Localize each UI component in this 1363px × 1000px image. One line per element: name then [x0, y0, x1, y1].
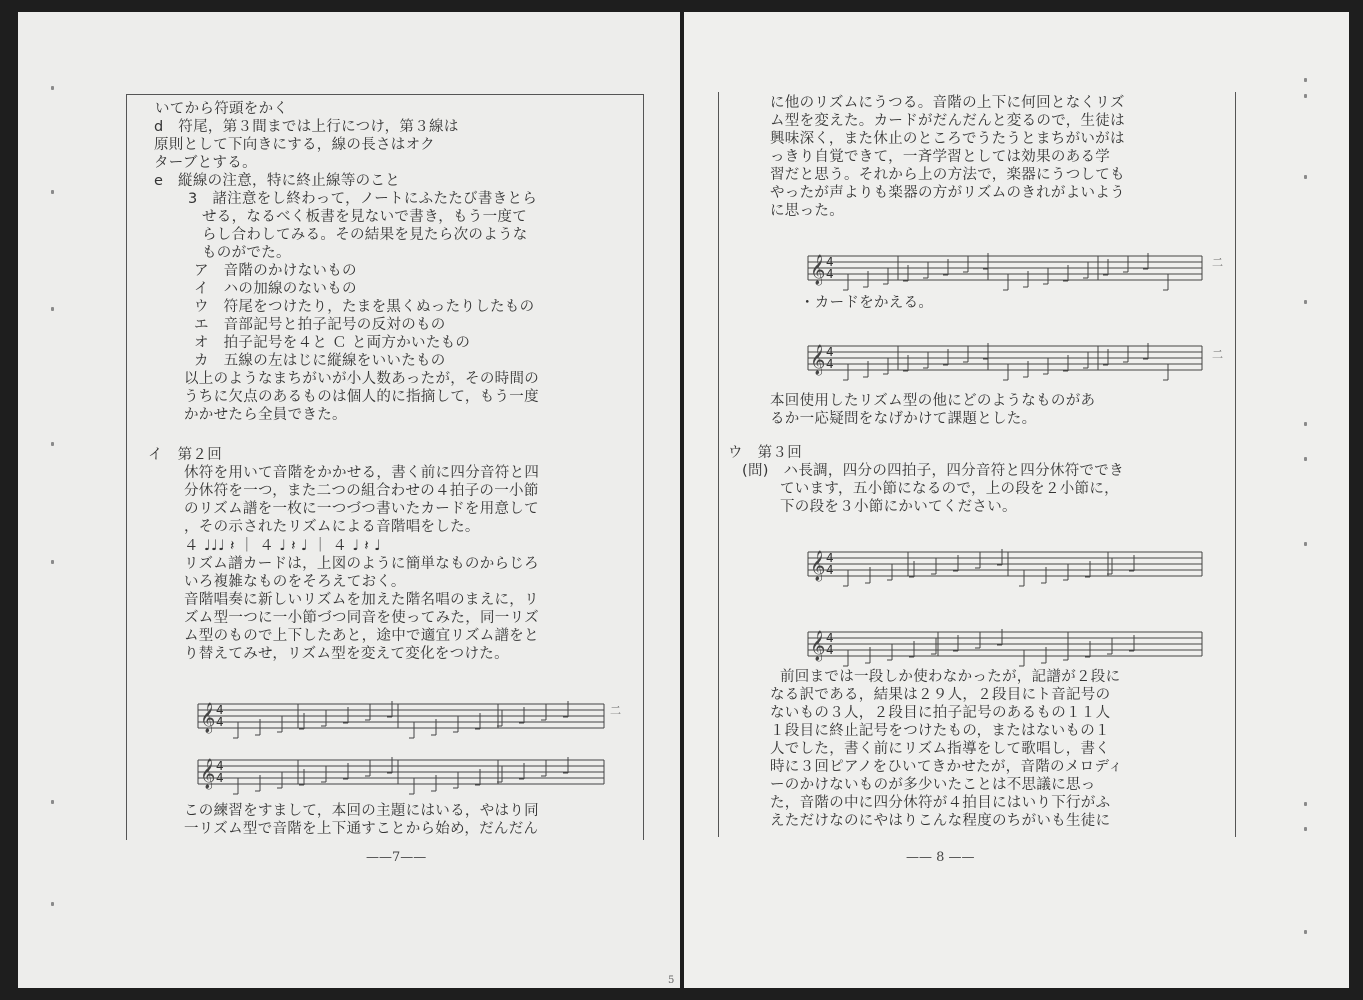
time-signature: 4	[826, 631, 834, 645]
text-line: エ 音部記号と拍子記号の反対のもの	[194, 317, 446, 333]
binding-hole	[51, 560, 54, 564]
text-line: 以上のようなまちがいが小人数あったが，その時間の	[184, 371, 540, 387]
right-page	[684, 12, 1349, 988]
text-line: (問) ハ長調，四分の四拍子，四分音符と四分休符ででき	[742, 463, 1124, 479]
treble-clef-icon: 𝄞	[200, 759, 216, 789]
text-line: ウ 第３回	[728, 445, 802, 461]
text-line: 音階唱奏に新しいリズムを加えた階名唱のまえに，リ	[184, 592, 539, 608]
text-line: 時に３回ピアノをひいてきかせたが，音階のメロディ	[770, 759, 1123, 775]
text-line: 分休符を一つ，また二つの組合わせの４拍子の一小節	[184, 483, 539, 499]
text-line: 一リズム型で音階を上下通すことから始め，だんだん	[184, 821, 539, 837]
text-line: 下の段を３小節にかいてください。	[780, 499, 1017, 515]
text-line: なる訳である，結果は２９人，２段目にト音記号の	[770, 687, 1111, 703]
text-line: 本回使用したリズム型の他にどのようなものがあ	[770, 393, 1096, 409]
page-number: ——7——	[366, 850, 427, 865]
binding-hole	[1304, 827, 1307, 831]
text-line: に他のリズムにうつる。音階の上下に何回となくリズ	[770, 95, 1125, 111]
text-line: いろ複雑なものをそろえておく。	[184, 574, 406, 590]
binding-hole	[1304, 94, 1307, 98]
binding-hole	[1304, 930, 1307, 934]
text-line: ・カードをかえる。	[800, 295, 934, 311]
binding-hole	[51, 86, 54, 90]
text-line: らし合わしてみる。その結果を見たら次のような	[202, 227, 528, 243]
time-signature: 4	[826, 643, 834, 657]
binding-hole	[51, 902, 54, 906]
text-line: 習だと思う。それから上の方法で，楽器にうつしても	[770, 167, 1125, 183]
time-signature: 4	[216, 759, 224, 773]
page-number: —— 8 ——	[906, 850, 975, 865]
text-line: カ 五線の左はじに縦線をいいたもの	[194, 353, 446, 369]
text-line: ズム型一つに一小節づつ同音を使ってみた，同一リズ	[184, 610, 539, 626]
text-line: 休符を用いて音階をかかせる，書く前に四分音符と四	[184, 465, 540, 481]
text-line: た，音階の中に四分休符が４拍目にはいり下行がふ	[770, 795, 1111, 811]
text-line: １段目に終止記号をつけたもの，またはないもの１	[770, 723, 1110, 739]
text-line: d 符尾，第３間までは上行につけ，第３線は	[154, 119, 459, 135]
text-line: イ ハの加線のないもの	[194, 281, 357, 297]
treble-clef-icon: 𝄞	[810, 345, 826, 375]
binding-hole	[51, 800, 54, 804]
score-end-mark: ㆓	[1212, 348, 1223, 361]
text-line: ４ ♩♩♩ 𝄽 ｜ ４ ♩ 𝄽 ♩ ｜ ４ ♩ 𝄽 ♩	[184, 538, 382, 554]
text-line: ています，五小節になるので，上の段を２小節に，	[780, 481, 1119, 497]
time-signature: 4	[216, 771, 224, 785]
treble-clef-icon: 𝄞	[810, 631, 826, 661]
text-line: e 縦線の注意，特に終止線等のこと	[154, 173, 401, 189]
text-line: この練習をすまして，本回の主題にはいる，やはり同	[184, 803, 539, 819]
text-line: り替えてみせ，リズム型を変えて変化をつけた。	[184, 646, 509, 662]
time-signature: 4	[826, 357, 834, 371]
sheet-number: 5	[668, 975, 675, 986]
text-line: っきり自覚できて，一斉学習としては効果のある学	[770, 149, 1111, 165]
binding-hole	[1304, 78, 1307, 82]
time-signature: 4	[826, 345, 834, 359]
text-line: えただけなのにやはりこんな程度のちがいも生徒に	[770, 813, 1111, 829]
text-line: 原則として下向きにする，線の長さはオク	[154, 137, 435, 153]
text-line: のリズム譜を一枚に一つづつ書いたカードを用意して	[184, 501, 539, 517]
music-staff-pair	[808, 536, 1228, 676]
text-line: 前回までは一段しか使わなかったが，記譜が２段に	[780, 669, 1121, 685]
score-end-mark: ㆓	[610, 704, 621, 717]
binding-hole	[1304, 175, 1307, 179]
text-line: ア 音階のかけないもの	[194, 263, 357, 279]
text-line: 興味深く，また休止のところでうたうとまちがいがは	[770, 131, 1125, 147]
time-signature: 4	[216, 715, 224, 729]
binding-hole	[1304, 457, 1307, 461]
text-line: に思った。	[770, 203, 844, 219]
time-signature: 4	[826, 563, 834, 577]
text-line: 人でした，書く前にリズム指導をして歌唱し，書く	[770, 741, 1111, 757]
text-line: リズム譜カードは，上図のように簡単なものからじろ	[184, 556, 539, 572]
treble-clef-icon: 𝄞	[200, 703, 216, 733]
text-line: ，その示されたリズムによる音階唱をした。	[184, 519, 480, 535]
binding-hole	[51, 307, 54, 311]
binding-hole	[1304, 300, 1307, 304]
time-signature: 4	[826, 267, 834, 281]
text-line: るか一応疑問をなげかけて課題とした。	[770, 411, 1037, 427]
text-line: やったが声よりも楽器の方がリズムのきれがよいよう	[770, 185, 1125, 201]
text-line: かかせたら全員できた。	[184, 407, 347, 423]
text-line: ないもの３人，２段目に拍子記号のあるもの１１人	[770, 705, 1111, 721]
text-line: ーのかけないものが多少いたことは不思議に思っ	[770, 777, 1096, 793]
binding-hole	[1304, 422, 1307, 426]
text-line: ウ 符尾をつけたり，たまを黒くぬったりしたもの	[194, 299, 535, 315]
score-end-mark: ㆓	[1212, 256, 1223, 269]
binding-hole	[1304, 542, 1307, 546]
text-line: ム型を変えた。カードがだんだんと変るので，生徒は	[770, 113, 1125, 129]
text-line: イ 第２回	[148, 447, 222, 463]
time-signature: 4	[216, 703, 224, 717]
text-line: ム型のもので上下したあと，途中で適宜リズム譜をと	[184, 628, 539, 644]
binding-hole	[1304, 802, 1307, 806]
text-line: ものがでた。	[202, 245, 291, 261]
text-line: いてから符頭をかく	[155, 101, 289, 117]
text-line: ターブとする。	[154, 155, 257, 171]
treble-clef-icon: 𝄞	[810, 255, 826, 285]
binding-hole	[51, 442, 54, 446]
text-line: 3 諸注意をし終わって，ノートにふたたび書きとら	[188, 191, 538, 207]
text-line: うちに欠点のあるものは個人的に指摘して，もう一度	[184, 389, 539, 405]
left-page	[18, 12, 680, 988]
time-signature: 4	[826, 551, 834, 565]
treble-clef-icon: 𝄞	[810, 551, 826, 581]
music-staff-pair	[198, 682, 621, 802]
music-staff-pair	[808, 238, 1228, 378]
text-line: オ 拍子記号を４と Ｃ と両方かいたもの	[194, 335, 471, 351]
text-line: せる，なるべく板書を見ないで書き，もう一度て	[202, 209, 528, 225]
time-signature: 4	[826, 255, 834, 269]
binding-hole	[51, 190, 54, 194]
